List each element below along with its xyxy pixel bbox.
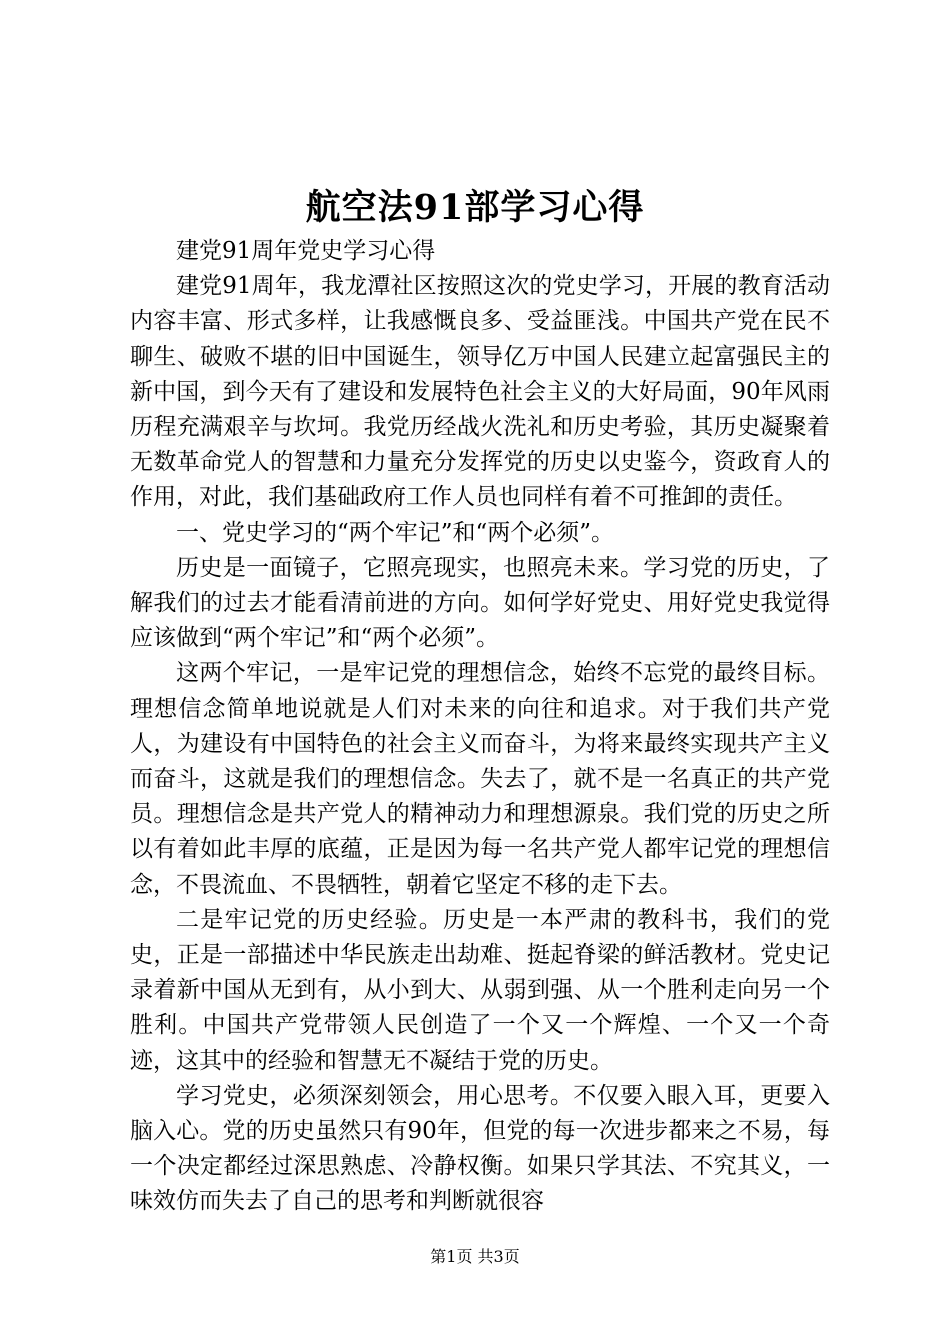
document-body xyxy=(130,234,830,1220)
paragraph: 建党91周年，我龙潭社区按照这次的党史学习，开展的教育活动内容丰富、形式多样，让我感慨良多、受益匪浅。中国共产党在民不聊生、破败不堪的旧中国诞生，领导亿万中国人民建立起富强民主的新中国，到今天有了建设和发展特色社会主义的大好局面，90年风雨历程充满艰辛与坎坷。我党历经战火洗礼和历史考验，其历史凝聚着无数革命党人的智慧和力量充分发挥党的历史以史鉴今，资政育人的作用，对此，我们基础政府工作人员也同样有着不可推卸的责任。 xyxy=(130,273,830,511)
section-heading: 一、党史学习的“两个牢记”和“两个必须”。 xyxy=(176,519,615,546)
page-footer: 第1页 共3页 xyxy=(430,1247,520,1266)
paragraph: 这两个牢记，一是牢记党的理想信念，始终不忘党的最终目标。理想信念简单地说就是人们对未来的向往和追求。对于我们共产党人，为建设有中国特色的社会主义而奋斗，为将来最终实现共产主义而奋斗，这就是我们的理想信念。失去了，就不是一名真正的共产党员。理想信念是共产党人的精神动力和理想源泉。我们党的历史之所以有着如此丰厚的底蕴，正是因为每一名共产党人都牢记党的理想信念，不畏流血、不畏牺牲，朝着它坚定不移的走下去。 xyxy=(130,660,830,898)
document-title: 航空法91部学习心得 xyxy=(305,187,645,228)
paragraph: 学习党史，必须深刻领会，用心思考。不仅要入眼入耳，更要入脑入心。党的历史虽然只有90年，但党的每一次进步都来之不易，每一个决定都经过深思熟虑、冷静权衡。如果只学其法、不究其义，一味效仿而失去了自己的思考和判断就很容 xyxy=(130,1082,830,1215)
paragraph-subtitle: 建党91周年党史学习心得 xyxy=(176,238,436,264)
paragraph: 历史是一面镜子，它照亮现实，也照亮未来。学习党的历史，了解我们的过去才能看清前进的方向。如何学好党史、用好党史我觉得应该做到“两个牢记”和“两个必须”。 xyxy=(130,554,830,652)
paragraph: 二是牢记党的历史经验。历史是一本严肃的教科书，我们的党史，正是一部描述中华民族走出劫难、挺起脊梁的鲜活教材。党史记录着新中国从无到有，从小到大、从弱到强、从一个胜利走向另一个胜利。中国共产党带领人民创造了一个又一个辉煌、一个又一个奇迹，这其中的经验和智慧无不凝结于党的历史。 xyxy=(130,906,830,1074)
